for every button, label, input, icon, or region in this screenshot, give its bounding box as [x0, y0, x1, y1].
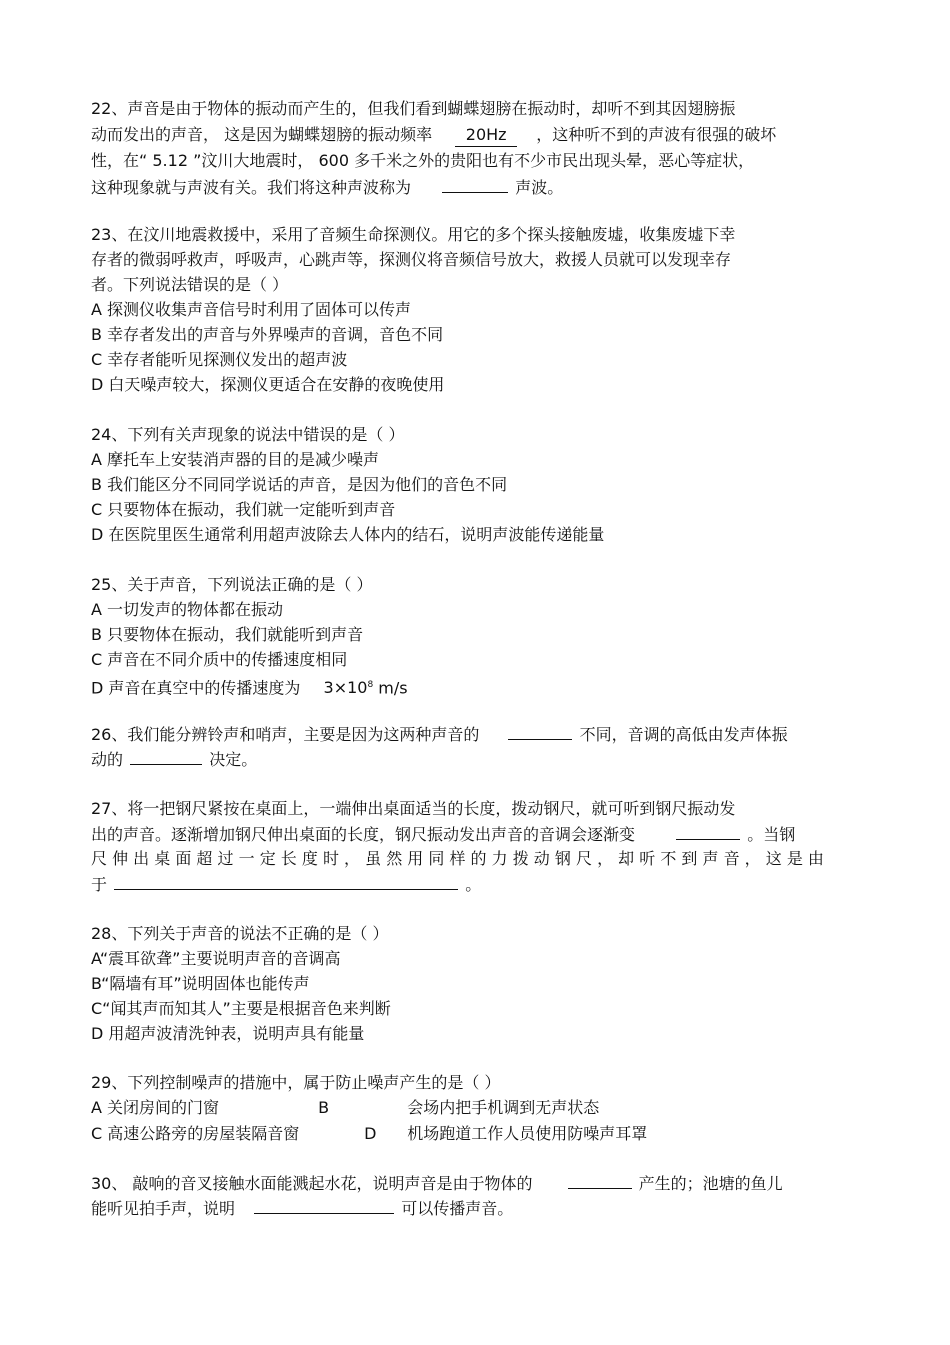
q26-text-a: 26、我们能分辨铃声和哨声，主要是因为这两种声音的 — [91, 725, 480, 744]
q26-text-c: 动的 — [91, 750, 124, 769]
q29-option-a: A 关闭房间的门窗 — [91, 1098, 220, 1117]
q28-option-d: D 用超声波清洗钟表，说明声具有能量 — [91, 1024, 365, 1043]
q27-line-4 — [91, 873, 481, 896]
q30-line-2 — [91, 1197, 513, 1220]
q28-option-c: C“闻其声而知其人”主要是根据音色来判断 — [91, 999, 391, 1018]
q28-option-b: B“隔墙有耳”说明固体也能传声 — [91, 974, 310, 993]
q25-option-c: C 声音在不同介质中的传播速度相同 — [91, 650, 348, 669]
q25-option-b: B 只要物体在振动，我们就能听到声音 — [91, 625, 364, 644]
q23-line-3: 者。下列说法错误的是（ ） — [91, 275, 289, 294]
q26-text-d: 决定。 — [209, 750, 258, 769]
q25-speed-value: 3×10 — [323, 678, 368, 698]
q24-line-1: 24、下列有关声现象的说法中错误的是（ ） — [91, 425, 405, 444]
q28-option-a: A“震耳欲聋”主要说明声音的音调高 — [91, 949, 341, 968]
q24-option-d: D 在医院里医生通常利用超声波除去人体内的结石，说明声波能传递能量 — [91, 525, 605, 544]
q22-blank — [442, 176, 508, 193]
q26-line-1 — [91, 723, 788, 746]
q26-blank-2 — [130, 748, 202, 765]
q26-text-b: 不同，音调的高低由发声体振 — [579, 725, 788, 744]
q25-option-d — [91, 674, 408, 699]
q22-line-4 — [91, 176, 563, 199]
q22-text-b: ，这种听不到的声波有很强的破坏 — [536, 125, 777, 144]
q26-line-2 — [91, 748, 257, 771]
q29-option-c: C 高速公路旁的房屋装隔音窗 — [91, 1124, 300, 1143]
q25-option-d-text: D 声音在真空中的传播速度为 — [91, 678, 301, 698]
q24-option-b: B 我们能区分不同同学说话的声音，是因为他们的音色不同 — [91, 475, 508, 494]
q29-option-b: 会场内把手机调到无声状态 — [407, 1098, 600, 1117]
q29-option-d-label: D — [364, 1124, 377, 1143]
q24-option-a: A 摩托车上安装消声器的目的是减少噪声 — [91, 450, 380, 469]
q27-blank-2 — [114, 873, 458, 890]
q30-blank-2 — [254, 1197, 394, 1214]
q23-option-a: A 探测仪收集声音信号时利用了固体可以传声 — [91, 300, 412, 319]
q23-line-1: 23、在汶川地震救援中，采用了音频生命探测仪。用它的多个探头接触废墟，收集废墟下幸 — [91, 225, 736, 244]
q24-option-c: C 只要物体在振动，我们就一定能听到声音 — [91, 500, 396, 519]
q30-line-1 — [91, 1172, 783, 1195]
q27-line-1: 27、将一把钢尺紧按在桌面上，一端伸出桌面适当的长度，拨动钢尺，就可听到钢尺振动发 — [91, 799, 736, 818]
q22-answer-blank: 20Hz — [455, 124, 517, 147]
q27-line-3: 尺 伸 出 桌 面 超 过 一 定 长 度 时 ， 虽 然 用 同 样 的 力 拨 动 钢 尺 ， 却 听 不 到 声 音 ， 这 是 由 — [91, 849, 824, 868]
q22-text-a: 动而发出的声音， 这是因为蝴蝶翅膀的振动频率 — [91, 125, 433, 144]
q22-text-c: 这种现象就与声波有关。我们将这种声波称为 — [91, 178, 412, 197]
q30-text-c: 能听见拍手声，说明 — [91, 1199, 236, 1218]
q29-row-1 — [91, 1097, 599, 1119]
q26-blank-1 — [508, 723, 572, 740]
q30-text-d: 可以传播声音。 — [401, 1199, 514, 1218]
q25-speed-exponent: 8 — [367, 680, 374, 690]
q25-option-a: A 一切发声的物体都在振动 — [91, 600, 284, 619]
q23-option-c: C 幸存者能听见探测仪发出的超声波 — [91, 350, 348, 369]
q30-text-b: 产生的；池塘的鱼儿 — [638, 1174, 783, 1193]
q28-line-1: 28、下列关于声音的说法不正确的是（ ） — [91, 924, 389, 943]
q27-line-2 — [91, 823, 795, 846]
q29-option-d: 机场跑道工作人员使用防噪声耳罩 — [407, 1124, 648, 1143]
q27-text-c: 于 — [91, 875, 108, 894]
q27-text-a: 出的声音。逐渐增加钢尺伸出桌面的长度，钢尺振动发出声音的音调会逐渐变 — [91, 825, 636, 844]
q22-text-d: 声波。 — [515, 178, 564, 197]
q23-option-b: B 幸存者发出的声音与外界噪声的音调，音色不同 — [91, 325, 444, 344]
q30-text-a: 30、 敲响的音叉接触水面能溅起水花，说明声音是由于物体的 — [91, 1174, 533, 1193]
q23-option-d: D 白天噪声较大，探测仪更适合在安静的夜晚使用 — [91, 375, 445, 394]
q29-line-1: 29、下列控制噪声的措施中，属于防止噪声产生的是（ ） — [91, 1073, 501, 1092]
q23-line-2: 存者的微弱呼救声，呼吸声，心跳声等，探测仪将音频信号放大，救援人员就可以发现幸存 — [91, 250, 732, 269]
q22-line-3: 性，在“ 5.12 ”汶川大地震时， 600 多千米之外的贵阳也有不少市民出现头晕，恶心等症状， — [91, 151, 755, 170]
q25-speed-unit: m/s — [378, 678, 408, 698]
q29-option-b-label: B — [318, 1098, 330, 1117]
q27-text-b: 。当钢 — [747, 825, 796, 844]
q27-text-d: 。 — [465, 875, 482, 894]
q22-line-1: 22、声音是由于物体的振动而产生的，但我们看到蝴蝶翅膀在振动时，却听不到其因翅膀振 — [91, 99, 736, 118]
q25-line-1: 25、关于声音，下列说法正确的是（ ） — [91, 575, 373, 594]
q29-row-2 — [91, 1123, 647, 1145]
q22-line-2 — [91, 124, 776, 147]
q27-blank-1 — [676, 823, 740, 840]
q30-blank-1 — [568, 1172, 632, 1189]
